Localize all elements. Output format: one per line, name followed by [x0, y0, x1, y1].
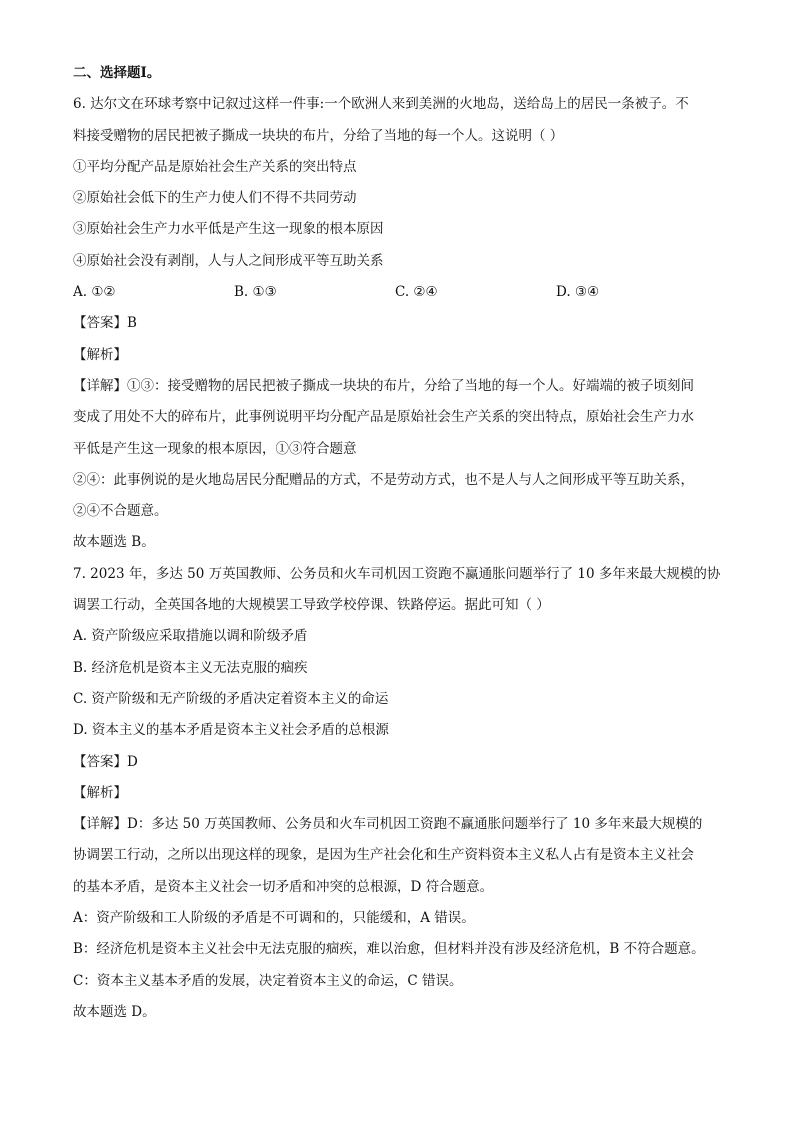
- q7-stem-line-1: 7. 2023 年，多达 50 万英国教师、公务员和火车司机因工资跑不赢通胀问题举行了 10 多年来最大规模的协: [73, 565, 721, 582]
- q6-statement-2: ②原始社会低下的生产力使人们不得不共同劳动: [73, 190, 357, 207]
- q7-option-b: B. 经济危机是资本主义无法克服的痼疾: [73, 659, 308, 676]
- q6-detail-line-5: ②④不合题意。: [73, 503, 168, 520]
- q6-statement-4: ④原始社会没有剥削，人与人之间形成平等互助关系: [73, 252, 384, 269]
- question-7: [73, 559, 721, 1028]
- question-6: [73, 89, 721, 558]
- q6-options: [73, 277, 721, 308]
- q6-option-b: B. ①③: [234, 284, 277, 301]
- q6-conclusion: 故本题选 B。: [73, 534, 155, 551]
- q6-detail-line-1: 【详解】①③：接受赠物的居民把被子撕成一块块的布片，分给了当地的每一个人。好端端的被子顷刻间: [73, 377, 694, 394]
- q7-detail-line-6: C：资本主义基本矛盾的发展，决定着资本主义的命运，C 错误。: [73, 972, 463, 989]
- q7-detail-line-2: 协调罢工行动，之所以出现这样的现象，是因为生产社会化和生产资料资本主义私人占有是资本主义社会: [73, 847, 694, 864]
- q7-conclusion: 故本题选 D。: [73, 1003, 156, 1020]
- document-page: [73, 58, 721, 1028]
- q6-statement-3: ③原始社会生产力水平低是产生这一现象的根本原因: [73, 221, 384, 238]
- section-heading: 二、选择题Ⅰ。: [73, 65, 161, 81]
- q7-stem-line-2: 调罢工行动，全英国各地的大规模罢工导致学校停课、铁路停运。据此可知（ ）: [73, 597, 550, 614]
- q7-detail-line-1: 【详解】D：多达 50 万英国教师、公务员和火车司机因工资跑不赢通胀问题举行了 10 多年来最大规模的: [73, 816, 703, 833]
- q7-detail-line-4: A：资产阶级和工人阶级的矛盾是不可调和的，只能缓和，A 错误。: [73, 910, 475, 927]
- q7-analysis-label: 【解析】: [73, 784, 127, 801]
- q6-detail-line-4: ②④：此事例说的是火地岛居民分配赠品的方式，不是劳动方式，也不是人与人之间形成平等互助关系，: [73, 471, 694, 488]
- q6-detail-line-3: 平低是产生这一现象的根本原因，①③符合题意: [73, 440, 357, 457]
- q7-option-d: D. 资本主义的基本矛盾是资本主义社会矛盾的总根源: [73, 722, 389, 739]
- q7-option-c: C. 资产阶级和无产阶级的矛盾决定着资本主义的命运: [73, 690, 389, 707]
- q7-detail-line-5: B：经济危机是资本主义社会中无法克服的痼疾，难以治愈，但材料并没有涉及经济危机，B 不符合题意。: [73, 941, 705, 958]
- q6-stem-line-2: 料接受赠物的居民把被子撕成一块块的布片，分给了当地的每一个人。这说明（ ）: [73, 127, 564, 144]
- q7-detail-line-3: 的基本矛盾，是资本主义社会一切矛盾和冲突的总根源，D 符合题意。: [73, 878, 494, 895]
- q7-option-a: A. 资产阶级应采取措施以调和阶级矛盾: [73, 628, 308, 645]
- q6-option-d: D. ③④: [556, 284, 600, 301]
- q6-option-a: A. ①②: [73, 284, 116, 301]
- q6-detail-line-2: 变成了用处不大的碎布片，此事例说明平均分配产品是原始社会生产关系的突出特点，原始社会生产力水: [73, 409, 694, 426]
- q6-analysis-label: 【解析】: [73, 346, 127, 363]
- q6-answer: 【答案】B: [73, 315, 137, 332]
- q6-statement-1: ①平均分配产品是原始社会生产关系的突出特点: [73, 158, 357, 175]
- q7-answer: 【答案】D: [73, 753, 138, 770]
- q6-stem-line-1: 6. 达尔文在环球考察中记叙过这样一件事:一个欧洲人来到美洲的火地岛，送给岛上的居民一条被子。不: [73, 96, 689, 113]
- q6-option-c: C. ②④: [395, 284, 438, 301]
